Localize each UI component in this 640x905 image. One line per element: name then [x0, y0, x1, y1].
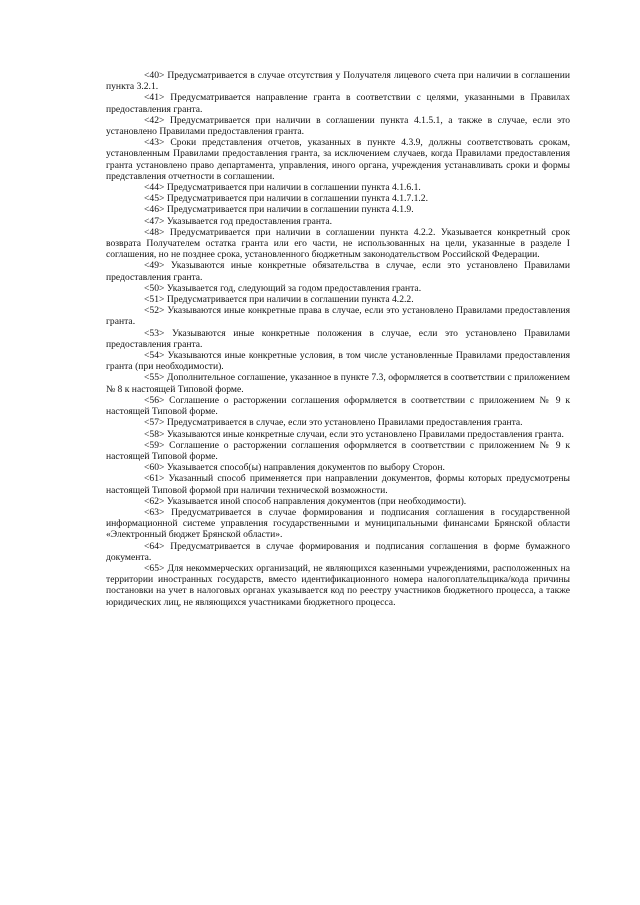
- footnote-65: <65> Для некоммерческих организаций, не являющихся казенными учреждениями, расположенных на территории иностранных государств, вместо идентификационного номера налогоплательщика/кода причины постановки на учет в налоговых органах указывается код по реестру участников бюджетного процесса, а также юридических лиц, не являющихся участниками бюджетного процесса.: [106, 562, 570, 608]
- footnote-55: <55> Дополнительное соглашение, указанное в пункте 7.3, оформляется в соответствии с приложением № 8 к настоящей Типовой форме.: [106, 372, 570, 395]
- footnote-50: <50> Указывается год, следующий за годом предоставления гранта.: [144, 282, 422, 294]
- footnote-58: <58> Указываются иные конкретные случаи, если это установлено Правилами предоставления гранта.: [144, 428, 564, 440]
- footnote-54: <54> Указываются иные конкретные условия, в том числе установленные Правилами предоставления гранта (при необходимости).: [106, 350, 570, 373]
- footnote-60: <60> Указывается способ(ы) направления документов по выбору Сторон.: [144, 462, 445, 474]
- footnote-63: <63> Предусматривается в случае формирования и подписания соглашения в государственной информационной системе управления государственными и муниципальными финансами Брянской области «Электронный бюджет Брянской области».: [106, 506, 570, 541]
- footnote-64: <64> Предусматривается в случае формирования и подписания соглашения в форме бумажного документа.: [106, 540, 570, 563]
- footnote-41: <41> Предусматривается направление гранта в соответствии с целями, указанными в Правилах предоставления гранта.: [106, 92, 570, 115]
- footnote-47: <47> Указывается год предоставления гранта.: [144, 215, 332, 227]
- footnote-42: <42> Предусматривается при наличии в соглашении пункта 4.1.5.1, а также в случае, если это установлено Правилами предоставления гранта.: [106, 114, 570, 138]
- footnote-52: <52> Указываются иные конкретные права в случае, если это установлено Правилами предоставления гранта.: [106, 305, 570, 328]
- footnote-45: <45> Предусматривается при наличии в соглашении пункта 4.1.7.1.2.: [144, 193, 428, 205]
- footnote-49: <49> Указываются иные конкретные обязательства в случае, если это установлено Правилами предоставления гранта.: [106, 260, 570, 283]
- footnote-53: <53> Указываются иные конкретные положения в случае, если это установлено Правилами предоставления гранта.: [106, 327, 570, 350]
- footnote-44: <44> Предусматривается при наличии в соглашении пункта 4.1.6.1.: [144, 182, 421, 194]
- footnote-43: <43> Сроки представления отчетов, указанных в пункте 4.3.9, должны соответствовать срокам, установленным Правилами предоставления гранта, за исключением случаев, когда Правилами предоставления гранта установлено право департамента, управления, иного органа, учреждения устанавливать сроки и формы представления отчетности в соглашении.: [106, 137, 570, 182]
- footnote-61: <61> Указанный способ применяется при направлении документов, формы которых предусмотрены настоящей Типовой формой при наличии технической возможности.: [106, 473, 570, 496]
- footnote-51: <51> Предусматривается при наличии в соглашении пункта 4.2.2.: [144, 294, 414, 306]
- footnote-48: <48> Предусматривается при наличии в соглашении пункта 4.2.2. Указывается конкретный срок возврата Получателем остатка гранта или его части, не использованных на цели, указанные в разделе I соглашения, но не позднее срока, установленного бюджетным законодательством Российской Федерации.: [106, 226, 570, 261]
- footnote-46: <46> Предусматривается при наличии в соглашении пункта 4.1.9.: [144, 204, 414, 216]
- footnote-57: <57> Предусматривается в случае, если это установлено Правилами предоставления гранта.: [144, 417, 523, 429]
- footnote-62: <62> Указывается иной способ направления документов (при необходимости).: [144, 495, 467, 507]
- footnote-59: <59> Соглашение о расторжении соглашения оформляется в соответствии с приложением № 9 к настоящей Типовой форме.: [106, 439, 570, 462]
- footnote-40: <40> Предусматривается в случае отсутствия у Получателя лицевого счета при наличии в соглашении пункта 3.2.1.: [106, 70, 570, 93]
- footnote-56: <56> Соглашение о расторжении соглашения оформляется в соответствии с приложением № 9 к настоящей Типовой форме.: [106, 394, 570, 418]
- footnotes-block: [106, 70, 570, 608]
